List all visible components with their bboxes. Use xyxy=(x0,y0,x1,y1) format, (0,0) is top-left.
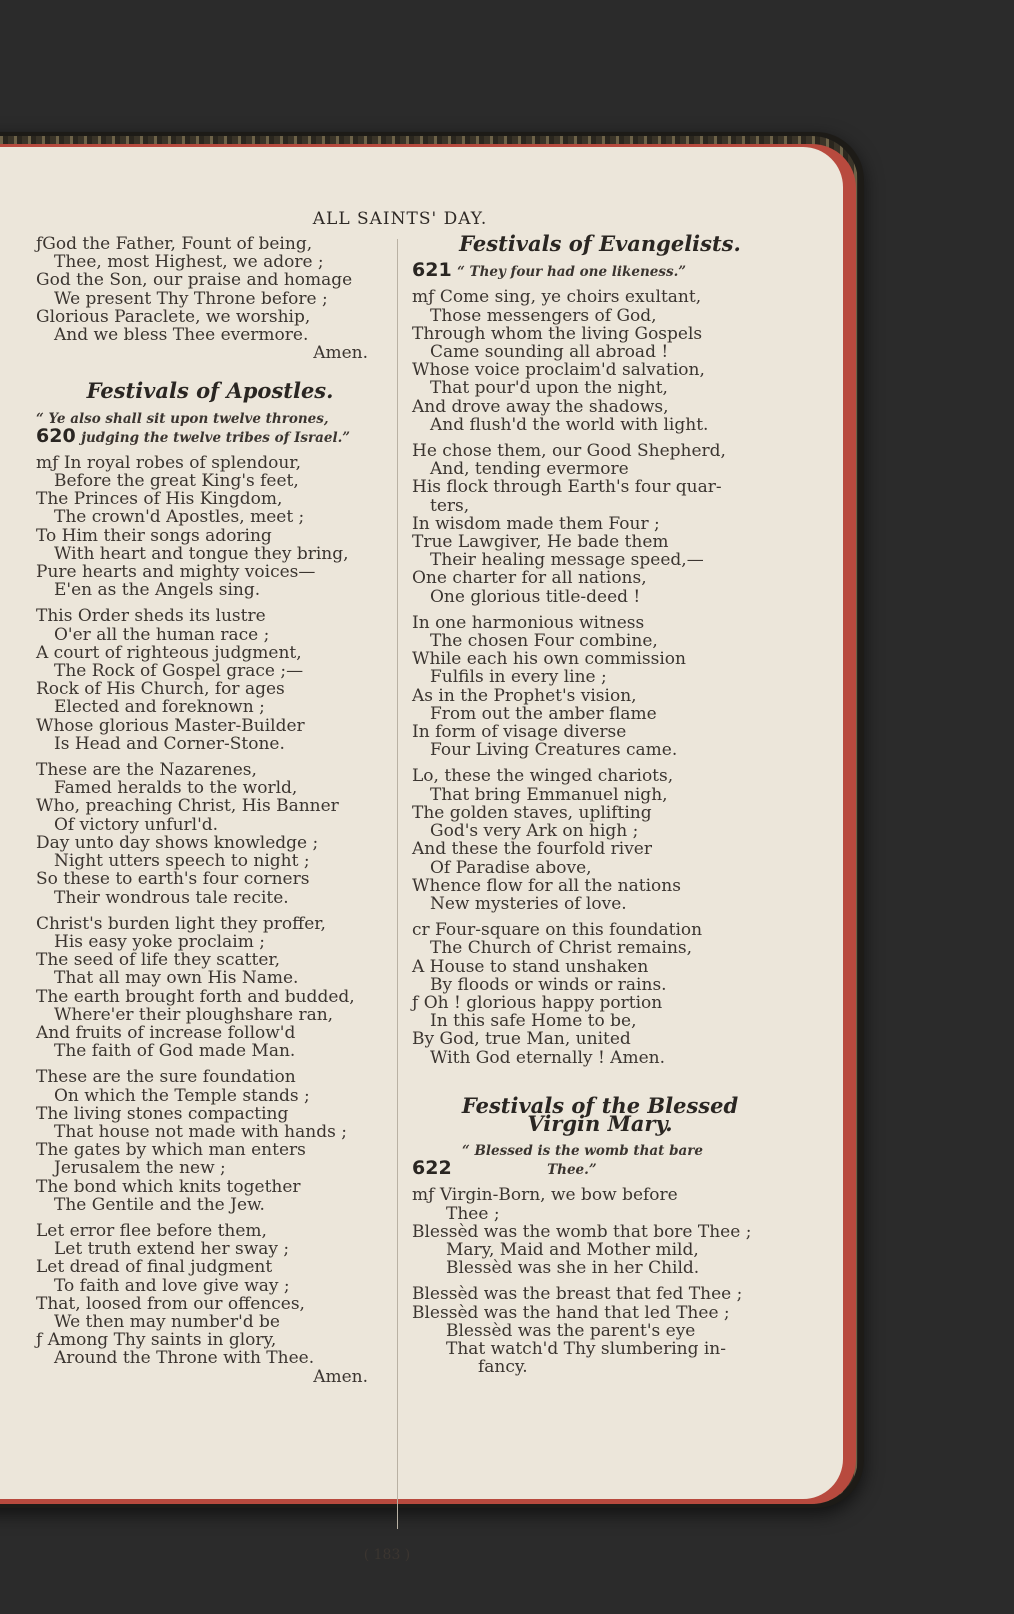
hymn-line: Around the Throne with Thee. xyxy=(54,1348,315,1369)
stanza xyxy=(412,921,788,1067)
hymn-line: Four Living Creatures came. xyxy=(430,740,678,761)
hymn-line: Lo, these the winged chariots, xyxy=(412,766,674,787)
hymn-line: The Gentile and the Jew. xyxy=(54,1194,265,1215)
hymn-line: That bring Emmanuel nigh, xyxy=(430,784,668,805)
hymn-line: Blessèd was the parent's eye xyxy=(446,1320,696,1341)
hymn-line: Is Head and Corner-Stone. xyxy=(54,733,285,754)
hymn-line: Day unto day shows knowledge ; xyxy=(36,832,319,853)
hymn-line: Famed heralds to the world, xyxy=(54,778,298,799)
hymn-line: Let dread of final judgment xyxy=(36,1257,273,1278)
stanza xyxy=(36,761,384,907)
hymn-line: Let error flee before them, xyxy=(36,1220,267,1241)
hymn-line: One glorious title-deed ! xyxy=(430,586,641,607)
hymn-line: The golden staves, uplifting xyxy=(412,802,652,823)
hymn-line: That house not made with hands ; xyxy=(54,1121,347,1142)
hymn-line: Where'er their ploughshare ran, xyxy=(54,1004,334,1025)
amen: Amen. xyxy=(313,343,368,364)
hymn-line: ƒ Among Thy saints in glory, xyxy=(36,1330,277,1351)
hymn-line: Came sounding all abroad ! xyxy=(430,342,669,363)
stanza xyxy=(412,767,788,913)
stanza xyxy=(36,1222,384,1386)
hymn-line: Night utters speech to night ; xyxy=(54,851,310,872)
hymn-line: Jerusalem the new ; xyxy=(54,1158,226,1179)
hymn-line: ters, xyxy=(430,495,470,516)
hymn-line: Rock of His Church, for ages xyxy=(36,679,285,700)
hymn-line: With heart and tongue they bring, xyxy=(54,543,349,564)
hymn-line: Fulfils in every line ; xyxy=(430,667,607,688)
hymnal-page xyxy=(0,147,843,1563)
stanza xyxy=(36,1068,384,1214)
hymn-line: Of victory unfurl'd. xyxy=(54,814,219,835)
hymn-line: Blessèd was the hand that led Thee ; xyxy=(412,1302,730,1323)
hymn-line: cr Four-square on this foundation xyxy=(412,920,703,941)
hymn-line: mƒ Virgin-Born, we bow before xyxy=(412,1185,678,1206)
hymn-line: To Him their songs adoring xyxy=(36,525,272,546)
section-title-virgin-mary: Virgin Mary. xyxy=(527,1110,673,1136)
hymn-line: That pour'd upon the night, xyxy=(430,378,668,399)
hymn-line: In this safe Home to be, xyxy=(430,1011,637,1032)
stanza xyxy=(412,1186,788,1277)
hymn-line: Blessèd was she in her Child. xyxy=(446,1258,700,1279)
hymn-line: Whence flow for all the nations xyxy=(412,875,681,896)
hymn-line: Of Paradise above, xyxy=(430,857,592,878)
hymn-line: Their healing message speed,— xyxy=(430,550,704,571)
opening-hymn xyxy=(36,235,384,362)
stanza xyxy=(36,454,384,600)
page-number: ( 183 ) xyxy=(363,1547,411,1563)
hymn-line: ƒ Oh ! glorious happy portion xyxy=(412,992,663,1013)
hymn-line: True Lawgiver, He bade them xyxy=(412,532,669,553)
hymn-line: In form of visage diverse xyxy=(412,722,627,743)
section-title-apostles: Festivals of Apostles. xyxy=(86,378,334,404)
hymn-line: mƒ Come sing, ye choirs exultant, xyxy=(412,287,702,308)
hymn-line: This Order sheds its lustre xyxy=(36,606,266,627)
hymn-line: Pure hearts and mighty voices— xyxy=(36,562,316,583)
hymn-line: So these to earth's four corners xyxy=(36,869,310,890)
hymn-line: His easy yoke proclaim ; xyxy=(54,931,265,952)
hymn-line: The crown'd Apostles, meet ; xyxy=(54,507,305,528)
hymn-line: A House to stand unshaken xyxy=(412,956,649,977)
hymn-line: The living stones compacting xyxy=(36,1103,289,1124)
hymn-line: The earth brought forth and budded, xyxy=(36,986,355,1007)
hymn-line: The seed of life they scatter, xyxy=(36,950,281,971)
column-rule xyxy=(397,239,398,1529)
hymn-line: With God eternally ! Amen. xyxy=(430,1047,665,1068)
hymn-line: Blessèd was the womb that bore Thee ; xyxy=(412,1221,752,1242)
hymn-line: Through whom the living Gospels xyxy=(412,323,703,344)
hymn-line: E'en as the Angels sing. xyxy=(54,580,261,601)
hymn-line: Whose glorious Master-Builder xyxy=(36,715,305,736)
hymn-number: 620 xyxy=(36,424,76,447)
hymn-line: And these the fourfold river xyxy=(412,839,652,860)
hymn-line: Who, preaching Christ, His Banner xyxy=(36,796,339,817)
stanza xyxy=(412,1285,788,1376)
hymn-line: Elected and foreknown ; xyxy=(54,697,265,718)
hymn-line: We present Thy Throne before ; xyxy=(54,288,328,309)
stanza xyxy=(36,915,384,1061)
hymn-line: While each his own commission xyxy=(412,649,686,670)
hymn-line: As in the Prophet's vision, xyxy=(412,685,637,706)
hymn-line: The Rock of Gospel grace ;— xyxy=(54,661,304,682)
hymn-622 xyxy=(412,1143,788,1376)
stanza xyxy=(36,607,384,753)
hymn-line: And we bless Thee evermore. xyxy=(54,325,309,346)
scripture-text: judging the twelve tribes of Israel.” xyxy=(81,429,351,446)
hymn-line: On which the Temple stands ; xyxy=(54,1085,310,1106)
hymn-621 xyxy=(412,261,788,1067)
stanza xyxy=(412,288,788,434)
hymn-line: Thee, most Highest, we adore ; xyxy=(54,252,324,273)
hymn-line: And fruits of increase follow'd xyxy=(36,1022,296,1043)
hymn-line: Blessèd was the breast that fed Thee ; xyxy=(412,1284,743,1305)
hymn-line: O'er all the human race ; xyxy=(54,624,270,645)
hymn-line: God the Son, our praise and homage xyxy=(36,270,353,291)
hymn-line: The gates by which man enters xyxy=(36,1140,306,1161)
hymn-line: Their wondrous tale recite. xyxy=(54,887,289,908)
hymn-line: And drove away the shadows, xyxy=(412,396,669,417)
hymn-line: By floods or winds or rains. xyxy=(430,974,667,995)
hymn-line: Thee ; xyxy=(446,1203,500,1224)
hymn-line: God's very Ark on high ; xyxy=(430,821,639,842)
section-title-blessed-virgin: Festivals of the Blessed xyxy=(461,1092,739,1118)
left-column xyxy=(36,235,384,1386)
right-column xyxy=(412,231,788,1378)
stanza xyxy=(412,614,788,760)
hymn-line: To faith and love give way ; xyxy=(54,1275,290,1296)
hymn-line: That watch'd Thy slumbering in- xyxy=(446,1338,727,1359)
amen: Amen. xyxy=(313,1366,368,1387)
hymn-line: And, tending evermore xyxy=(430,459,629,480)
hymn-line: Christ's burden light they proffer, xyxy=(36,913,326,934)
running-head: ALL SAINTS' DAY. xyxy=(312,209,488,229)
scripture-text: “ They four had one likeness.” xyxy=(457,264,687,281)
hymn-line: The Church of Christ remains, xyxy=(430,938,693,959)
hymn-line: One charter for all nations, xyxy=(412,568,647,589)
hymn-line: That, loosed from our offences, xyxy=(36,1293,305,1314)
hymn-line: The bond which knits together xyxy=(36,1176,301,1197)
hymn-line: ƒGod the Father, Fount of being, xyxy=(36,234,313,254)
hymn-line: In one harmonious witness xyxy=(412,612,645,633)
hymn-line: mƒ In royal robes of splendour, xyxy=(36,452,301,473)
hymn-line: A court of righteous judgment, xyxy=(36,642,302,663)
stanza xyxy=(412,442,788,606)
hymn-line: Those messengers of God, xyxy=(430,305,657,326)
hymn-line: From out the amber flame xyxy=(430,703,657,724)
hymn-line: That all may own His Name. xyxy=(54,968,299,989)
scripture-text: “ Blessed is the womb that bare xyxy=(462,1143,703,1160)
hymn-line: Let truth extend her sway ; xyxy=(54,1239,290,1260)
hymn-line: Before the great King's feet, xyxy=(54,471,299,492)
hymn-line: Mary, Maid and Mother mild, xyxy=(446,1239,699,1260)
hymn-line: And flush'd the world with light. xyxy=(430,414,709,435)
hymn-line: His flock through Earth's four quar- xyxy=(412,477,722,498)
hymn-line: These are the Nazarenes, xyxy=(36,760,257,781)
hymn-line: In wisdom made them Four ; xyxy=(412,513,660,534)
hymn-line: fancy. xyxy=(478,1357,528,1378)
hymn-number: 622 xyxy=(412,1157,452,1180)
hymn-620 xyxy=(36,411,384,1386)
scripture-text: “ Ye also shall sit upon twelve thrones, xyxy=(36,410,329,427)
scripture-text: Thee.” xyxy=(547,1162,597,1179)
hymn-line: New mysteries of love. xyxy=(430,893,627,914)
hymn-line: By God, true Man, united xyxy=(412,1029,631,1050)
hymn-line: We then may number'd be xyxy=(54,1311,280,1332)
hymn-line: Whose voice proclaim'd salvation, xyxy=(412,360,705,381)
hymn-line: The chosen Four combine, xyxy=(430,631,658,652)
hymn-number: 621 xyxy=(412,259,452,282)
hymn-line: The faith of God made Man. xyxy=(54,1041,296,1062)
hymn-line: Glorious Paraclete, we worship, xyxy=(36,306,311,327)
hymn-line: He chose them, our Good Shepherd, xyxy=(412,441,726,462)
section-title-evangelists: Festivals of Evangelists. xyxy=(459,231,741,256)
hymn-line: These are the sure foundation xyxy=(36,1067,296,1088)
hymn-line: The Princes of His Kingdom, xyxy=(36,489,283,510)
